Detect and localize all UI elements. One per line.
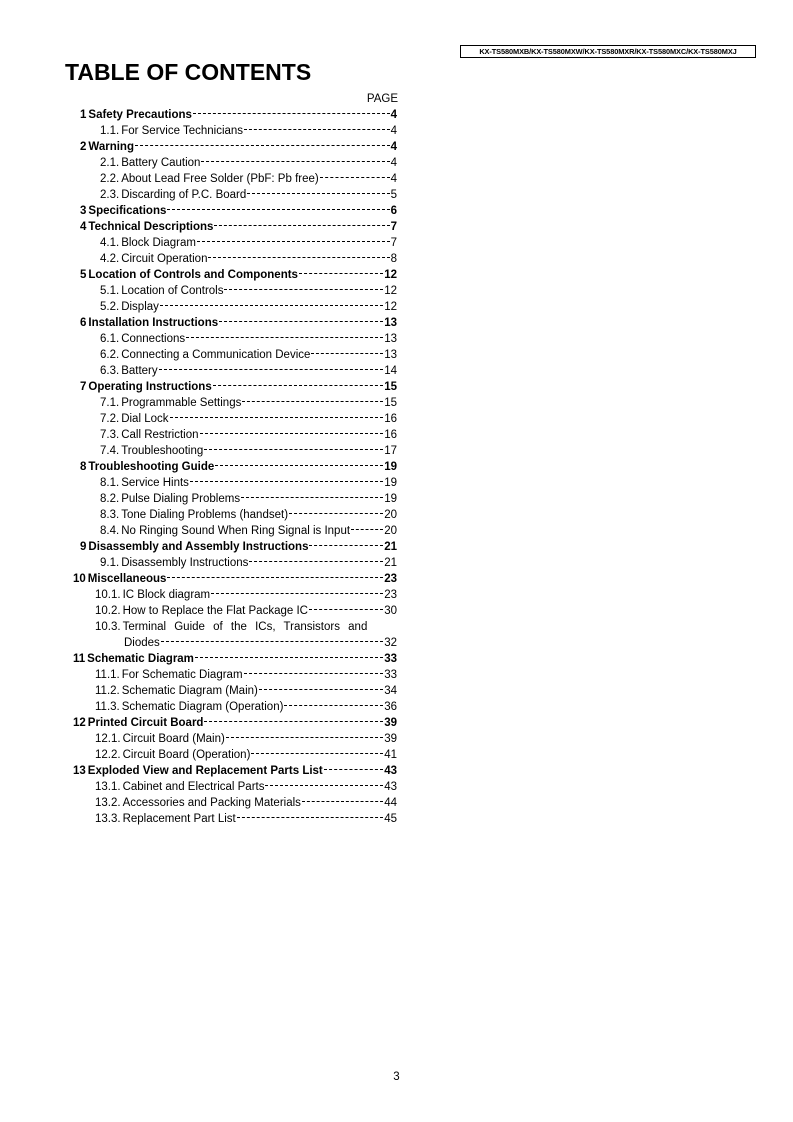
- toc-entry-text: Dial Lock: [121, 413, 169, 425]
- toc-entry-text: Printed Circuit Board: [87, 717, 204, 729]
- dot-leader: [237, 817, 383, 818]
- dot-leader: [244, 673, 384, 674]
- toc-entry-number: 4.1.: [100, 237, 120, 249]
- toc-entry-page: 7: [390, 237, 397, 249]
- toc-entry-page: 4: [390, 141, 397, 153]
- toc-entry-number: 9: [80, 541, 87, 553]
- toc-entry-page: 16: [384, 429, 397, 441]
- toc-entry-page: 6: [390, 205, 397, 217]
- toc-entry-page: 4: [390, 173, 397, 185]
- toc-entry-number: 7.4.: [100, 445, 120, 457]
- page-number: 3: [393, 1071, 400, 1083]
- toc-entry-text: Schematic Diagram (Main): [121, 685, 258, 697]
- toc-entry-text: Circuit Operation: [121, 253, 208, 265]
- toc-entry[interactable]: [100, 171, 397, 187]
- toc-entry[interactable]: [100, 491, 397, 507]
- dot-leader: [311, 353, 383, 354]
- toc-entry-number: 13.3.: [95, 813, 121, 825]
- toc-entry-text: Terminal Guide of the ICs, Transistors and: [122, 621, 368, 633]
- toc-entry-number: 8.3.: [100, 509, 120, 521]
- toc-entry[interactable]: [95, 667, 397, 683]
- toc-entry-page: 14: [384, 365, 397, 377]
- toc-entry-text: Battery: [121, 365, 158, 377]
- toc-entry-number: 7.3.: [100, 429, 120, 441]
- toc-entry-text: Troubleshooting Guide: [88, 461, 215, 473]
- dot-leader: [251, 753, 383, 754]
- dot-leader: [186, 337, 383, 338]
- toc-entry[interactable]: [100, 123, 397, 139]
- dot-leader: [197, 241, 390, 242]
- toc-entry[interactable]: [100, 347, 397, 363]
- dot-leader: [259, 689, 383, 690]
- toc-entry[interactable]: [100, 363, 397, 379]
- toc-entry-text: Specifications: [88, 205, 167, 217]
- toc-entry-number: 1.1.: [100, 125, 120, 137]
- toc-entry-text: Connections: [121, 333, 186, 345]
- toc-entry-page: 44: [384, 797, 397, 809]
- toc-entry-page: 23: [384, 589, 397, 601]
- toc-entry[interactable]: [100, 331, 397, 347]
- dot-leader: [241, 497, 383, 498]
- toc-entry-text: Warning: [88, 141, 134, 153]
- toc-entry-text: IC Block diagram: [122, 589, 211, 601]
- toc-entry-text: Programmable Settings: [121, 397, 242, 409]
- dot-leader: [159, 369, 384, 370]
- toc-entry-number: 5: [80, 269, 87, 281]
- toc-entry-number: 11.2.: [95, 685, 120, 697]
- toc-entry-page: 39: [384, 717, 397, 729]
- dot-leader: [195, 657, 383, 658]
- toc-entry-text: Technical Descriptions: [88, 221, 214, 233]
- toc-entry[interactable]: [100, 251, 397, 267]
- toc-entry[interactable]: [95, 747, 397, 763]
- dot-leader: [215, 465, 383, 466]
- toc-entry-number: 9.1.: [100, 557, 120, 569]
- toc-entry-text: For Schematic Diagram: [121, 669, 243, 681]
- toc-entry-page: 43: [384, 781, 397, 793]
- toc-entry-number: 7: [80, 381, 87, 393]
- toc-entry-number: 6.3.: [100, 365, 120, 377]
- toc-entry[interactable]: [80, 219, 397, 235]
- dot-leader: [309, 545, 383, 546]
- dot-leader: [214, 225, 389, 226]
- toc-entry-text: Installation Instructions: [88, 317, 219, 329]
- toc-entry-text: Pulse Dialing Problems: [121, 493, 241, 505]
- dot-leader: [265, 785, 383, 786]
- toc-entry-number: 12.1.: [95, 733, 121, 745]
- dot-leader: [170, 417, 384, 418]
- toc-entry-text: Circuit Board (Main): [122, 733, 225, 745]
- toc-entry-number: 10.2.: [95, 605, 121, 617]
- toc-entry-number: 2: [80, 141, 87, 153]
- toc-entry[interactable]: [100, 235, 397, 251]
- dot-leader: [167, 577, 383, 578]
- toc-entry[interactable]: [100, 475, 397, 491]
- toc-entry-number: 8.1.: [100, 477, 120, 489]
- toc-entry[interactable]: [73, 715, 397, 731]
- toc-entry-number: 8: [80, 461, 87, 473]
- toc-entry-page: 15: [384, 381, 397, 393]
- toc-entry[interactable]: [73, 571, 397, 587]
- toc-entry-page: 12: [384, 285, 397, 297]
- toc-entry-number: 13: [73, 765, 86, 777]
- toc-entry-number: 7.2.: [100, 413, 120, 425]
- toc-entry[interactable]: [80, 539, 397, 555]
- toc-entry-number: 4: [80, 221, 87, 233]
- toc-entry-number: 12: [73, 717, 86, 729]
- toc-entry-page: 4: [390, 157, 397, 169]
- dot-leader: [161, 641, 383, 642]
- toc-entry-text: Schematic Diagram: [87, 653, 194, 665]
- toc-entry-number: 2.2.: [100, 173, 120, 185]
- dot-leader: [190, 481, 383, 482]
- toc-entry-number: 12.2.: [95, 749, 121, 761]
- dot-leader: [302, 801, 383, 802]
- toc-entry-text: Exploded View and Replacement Parts List: [87, 765, 323, 777]
- toc-entry-number: 8.4.: [100, 525, 120, 537]
- toc-entry[interactable]: [100, 283, 397, 299]
- toc-entry-number: 11.3.: [95, 701, 120, 713]
- toc-entry-number: 2.1.: [100, 157, 120, 169]
- toc-entry-text: Service Hints: [121, 477, 189, 489]
- dot-leader: [135, 145, 390, 146]
- toc-entry-number: 10: [73, 573, 86, 585]
- toc-entry-page: 19: [384, 493, 397, 505]
- toc-entry-page: 45: [384, 813, 397, 825]
- toc-entry[interactable]: [80, 107, 397, 123]
- toc-entry-text: Cabinet and Electrical Parts: [122, 781, 265, 793]
- toc-entry-text: How to Replace the Flat Package IC: [122, 605, 308, 617]
- dot-leader: [201, 161, 389, 162]
- toc-entry[interactable]: [95, 683, 397, 699]
- toc-entry[interactable]: [95, 587, 397, 603]
- toc-entry-number: 3: [80, 205, 87, 217]
- toc-entry[interactable]: [80, 459, 397, 475]
- toc-entry-page: 33: [384, 669, 397, 681]
- toc-entry-text: Safety Precautions: [88, 109, 192, 121]
- toc-entry-text: Schematic Diagram (Operation): [121, 701, 284, 713]
- toc-entry[interactable]: [100, 411, 397, 427]
- toc-entry-page: 21: [384, 557, 397, 569]
- dot-leader: [247, 193, 389, 194]
- toc-entry[interactable]: [80, 267, 397, 283]
- toc-entry[interactable]: [100, 523, 397, 539]
- toc-entry[interactable]: [80, 315, 397, 331]
- toc-entry-number: 5.2.: [100, 301, 120, 313]
- dot-leader: [226, 737, 383, 738]
- toc-entry-page: 13: [384, 317, 397, 329]
- dot-leader: [299, 273, 383, 274]
- toc-entry-continuation[interactable]: [124, 635, 397, 651]
- toc-entry-number: 7.1.: [100, 397, 120, 409]
- toc-entry-text: Miscellaneous: [87, 573, 167, 585]
- toc-entry[interactable]: [95, 811, 397, 827]
- toc-entry-text: For Service Technicians: [121, 125, 244, 137]
- toc-entry-page: 43: [384, 765, 397, 777]
- dot-leader: [219, 321, 383, 322]
- toc-entry[interactable]: [100, 299, 397, 315]
- toc-entry-page: 32: [384, 637, 397, 649]
- toc-entry-page: 12: [384, 301, 397, 313]
- toc-entry-number: 1: [80, 109, 87, 121]
- toc-entry-page: 7: [390, 221, 397, 233]
- toc-entry-number: 6.1.: [100, 333, 120, 345]
- toc-entry-text: Display: [121, 301, 159, 313]
- toc-entry-text: Discarding of P.C. Board: [121, 189, 247, 201]
- toc-entry[interactable]: [95, 619, 397, 635]
- toc-entry-page: 19: [384, 461, 397, 473]
- dot-leader: [309, 609, 383, 610]
- dot-leader: [211, 593, 383, 594]
- dot-leader: [193, 113, 390, 114]
- dot-leader: [204, 449, 383, 450]
- toc-entry[interactable]: [95, 731, 397, 747]
- toc-entry-text: Replacement Part List: [122, 813, 236, 825]
- toc-entry-page: 4: [390, 109, 397, 121]
- page-column-header: PAGE: [366, 93, 398, 105]
- toc-entry-text: Disassembly and Assembly Instructions: [88, 541, 309, 553]
- toc-entry-number: 11.1.: [95, 669, 120, 681]
- dot-leader: [167, 209, 389, 210]
- toc-entry[interactable]: [100, 507, 397, 523]
- toc-entry-text: Circuit Board (Operation): [122, 749, 251, 761]
- toc-entry-page: 13: [384, 349, 397, 361]
- dot-leader: [320, 177, 390, 178]
- toc-entry-text: Accessories and Packing Materials: [122, 797, 301, 809]
- toc-entry-text: Operating Instructions: [88, 381, 212, 393]
- toc-entry-number: 2.3.: [100, 189, 120, 201]
- toc-entry[interactable]: [100, 187, 397, 203]
- toc-entry-text: Call Restriction: [121, 429, 199, 441]
- toc-entry-text: About Lead Free Solder (PbF: Pb free): [121, 173, 319, 185]
- dot-leader: [224, 289, 383, 290]
- toc-entry[interactable]: [100, 555, 397, 571]
- toc-entry-text: Disassembly Instructions: [121, 557, 249, 569]
- toc-entry-page: 33: [384, 653, 397, 665]
- toc-entry[interactable]: [95, 699, 397, 715]
- toc-entry-page: 19: [384, 477, 397, 489]
- toc-entry-page: 8: [390, 253, 397, 265]
- toc-entry-number: 13.1.: [95, 781, 121, 793]
- toc-entry[interactable]: [80, 379, 397, 395]
- dot-leader: [249, 561, 383, 562]
- toc-entry-number: 6.2.: [100, 349, 120, 361]
- toc-entry[interactable]: [80, 139, 397, 155]
- toc-entry-page: 13: [384, 333, 397, 345]
- toc-entry-number: 6: [80, 317, 87, 329]
- toc-entry[interactable]: [95, 779, 397, 795]
- toc-entry-page: 12: [384, 269, 397, 281]
- toc-entry-text: Location of Controls and Components: [88, 269, 298, 281]
- toc-entry-page: 21: [384, 541, 397, 553]
- toc-entry-page: 15: [384, 397, 397, 409]
- dot-leader: [351, 529, 383, 530]
- dot-leader: [213, 385, 383, 386]
- dot-leader: [160, 305, 383, 306]
- toc-entry-page: 23: [384, 573, 397, 585]
- toc-entry-text: Diodes: [124, 637, 160, 649]
- toc-entry[interactable]: [73, 651, 397, 667]
- toc-entry-text: Troubleshooting: [121, 445, 204, 457]
- toc-entry-number: 10.3.: [95, 621, 121, 633]
- toc-entry-page: 36: [384, 701, 397, 713]
- toc-entry-page: 4: [390, 125, 397, 137]
- toc-entry-number: 10.1.: [95, 589, 121, 601]
- model-numbers-box: KX-TS580MXB/KX-TS580MXW/KX-TS580MXR/KX-TS580MXC/KX-TS580MXJ: [460, 45, 756, 58]
- toc-entry-number: 11: [73, 653, 86, 665]
- toc-entry-text: Tone Dialing Problems (handset): [121, 509, 289, 521]
- toc-entry[interactable]: [80, 203, 397, 219]
- toc-entry-number: 5.1.: [100, 285, 120, 297]
- dot-leader: [244, 129, 390, 130]
- toc-entry-page: 17: [384, 445, 397, 457]
- toc-entry[interactable]: [73, 763, 397, 779]
- toc-entry-number: 13.2.: [95, 797, 121, 809]
- toc-entry-text: Location of Controls: [121, 285, 224, 297]
- toc-entry-page: 20: [384, 509, 397, 521]
- dot-leader: [324, 769, 383, 770]
- dot-leader: [289, 513, 383, 514]
- toc-entry-page: 39: [384, 733, 397, 745]
- toc-entry[interactable]: [95, 603, 397, 619]
- toc-entry-page: 20: [384, 525, 397, 537]
- toc-entry-page: 41: [384, 749, 397, 761]
- toc-entry-page: 34: [384, 685, 397, 697]
- toc-entry-number: 8.2.: [100, 493, 120, 505]
- toc-entry-page: 5: [390, 189, 397, 201]
- page-title: TABLE OF CONTENTS: [65, 59, 312, 85]
- toc-entry[interactable]: [95, 795, 397, 811]
- toc-entry-page: 16: [384, 413, 397, 425]
- dot-leader: [242, 401, 383, 402]
- toc-entry[interactable]: [100, 155, 397, 171]
- toc-entry[interactable]: [100, 443, 397, 459]
- dot-leader: [284, 705, 383, 706]
- toc-entry-text: No Ringing Sound When Ring Signal is Input: [121, 525, 351, 537]
- dot-leader: [200, 433, 384, 434]
- toc-entry[interactable]: [100, 395, 397, 411]
- dot-leader: [208, 257, 389, 258]
- toc-entry-text: Block Diagram: [121, 237, 196, 249]
- toc-entry-text: Connecting a Communication Device: [121, 349, 311, 361]
- toc-entry[interactable]: [100, 427, 397, 443]
- dot-leader: [204, 721, 383, 722]
- toc-entry-text: Battery Caution: [121, 157, 201, 169]
- toc-entry-page: 30: [384, 605, 397, 617]
- toc-entry-number: 4.2.: [100, 253, 120, 265]
